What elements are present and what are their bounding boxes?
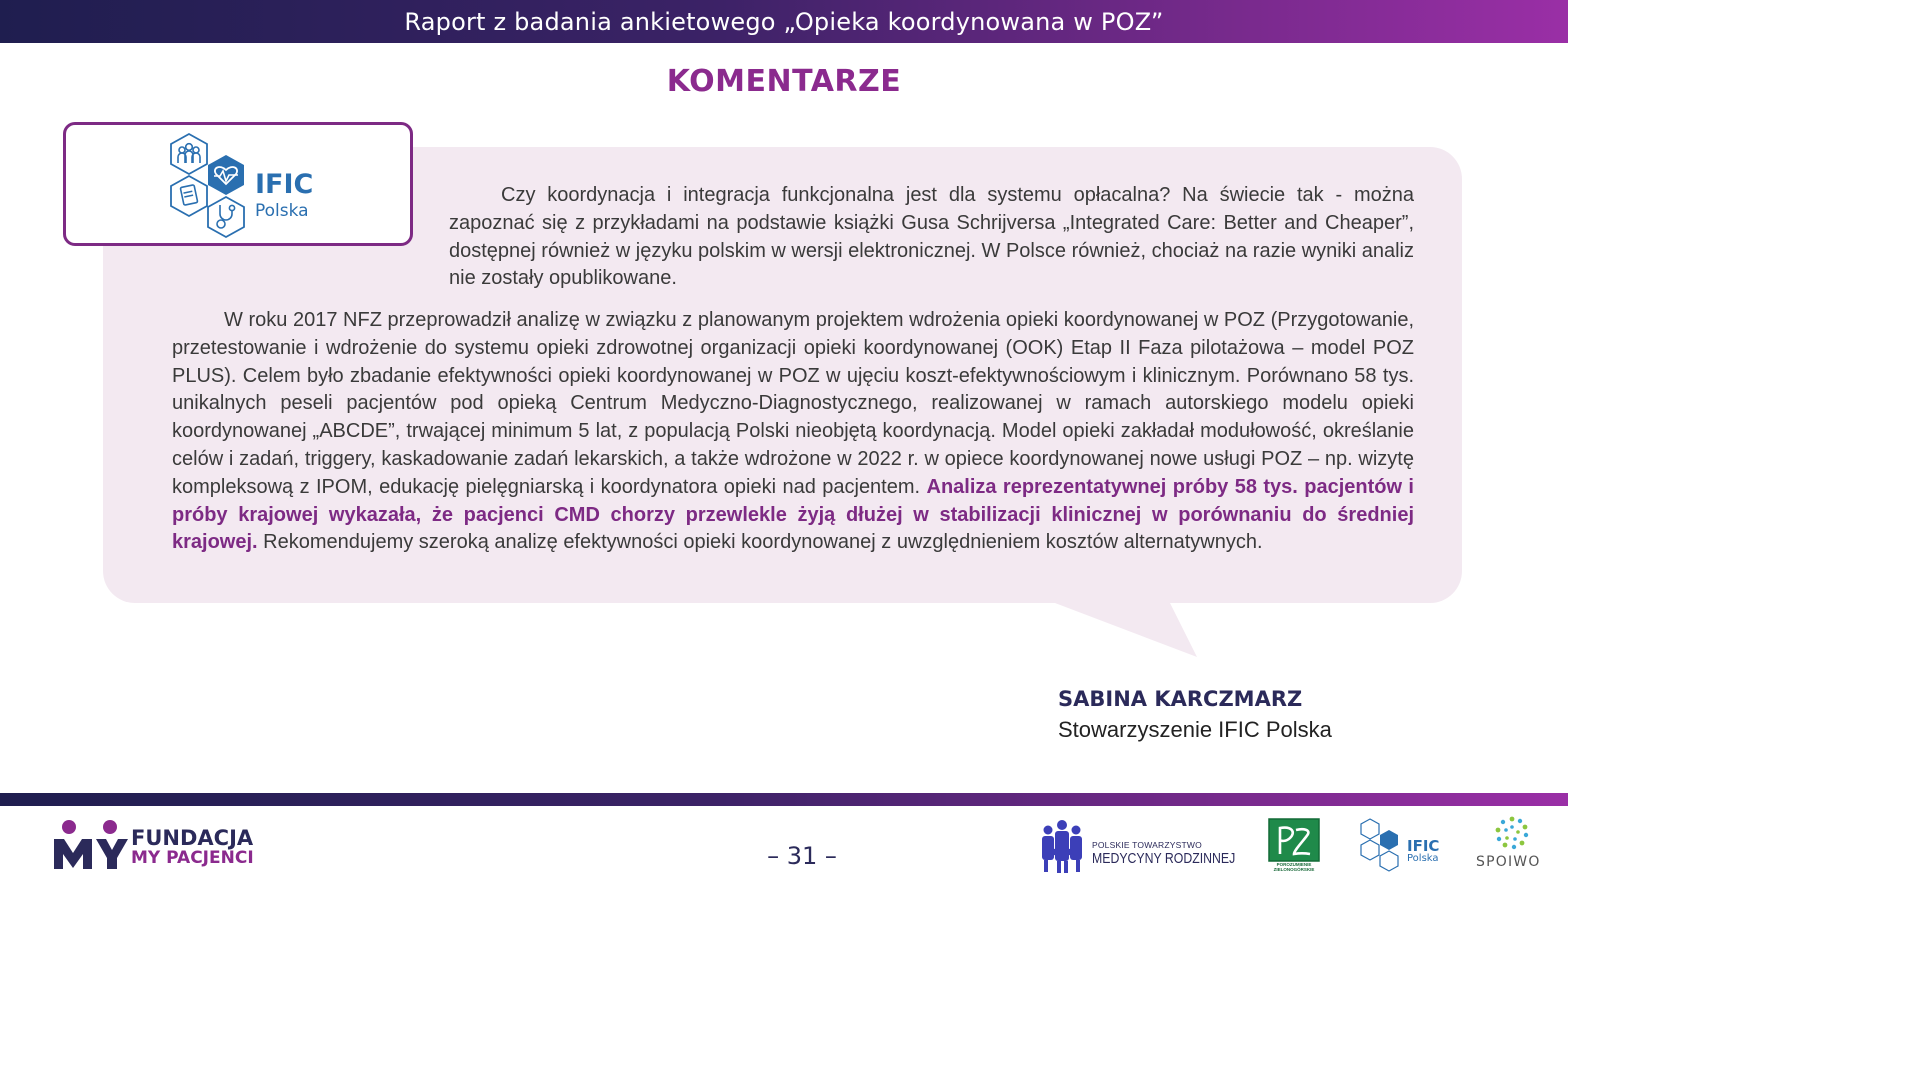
bubble-tail [1055, 600, 1205, 660]
footer-bar [0, 793, 1568, 806]
fundacja-label: FUNDACJA [131, 826, 254, 850]
comment-paragraph-1: Czy koordynacja i integracja funkcjonalna jest dla systemu opłacalna? Na świecie tak - można zapoznać się z przykładami na podstawie książki Gusa Schrijversa „Integrated Care: Better and Cheaper”, dostępnej również w języku polskim w wersji elektronicznej. W Polsce również, chociaż na razie wyniki analiz nie zostały opublikowane. [449, 184, 1414, 290]
author-name: SABINA KARCZMARZ [1058, 687, 1303, 711]
author-organization: Stowarzyszenie IFIC Polska [1058, 717, 1332, 742]
page-number: – 31 – [767, 842, 837, 870]
section-title: KOMENTARZE [666, 64, 902, 99]
comment-paragraph-2-text: W roku 2017 NFZ przeprowadził analizę w związku z planowanym projektem wdrożenia opieki koordynowanej w POZ (Przygotowanie, przetestowanie i wdrożenie do systemu opieki zdrowotnej organizacji opieki koordynowanej (OOK) Etap II Faza pilotażowa – model POZ PLUS). Celem było zbadanie efektywności opieki koordynowanej w POZ w ujęciu koszt-efektywnościowym i klinicznym. Porównano 58 tys. unikalnych peseli pacjentów pod opieką Centrum Medyczno-Diagnostycznego, realizowanej w ramach autorskiego modelu opieki koordynowanej „ABCDE”, trwającej minimum 5 lat, z populacją Polski nieobjętą koordynacją. Model opieki zakładał modułowość, określanie celów i zadań, triggery, kaskadowanie zadań lekarskich, a także wdrożone w 2022 r. w opiece koordynowanej nowe usługi POZ – np. wizytę kompleksową z IPOM, edukację pielęgniarską i koordynatora opieki nad pacjentem. [172, 309, 1414, 498]
ific-logo-subname: Polska [255, 201, 309, 221]
report-title: Raport z badania ankietowego „Opieka koordynowana w POZ” [404, 7, 1164, 36]
ific-logo-name: IFIC [255, 169, 314, 200]
ptmr-label: MEDYCYNY RODZINNEJ [1092, 850, 1236, 867]
ific-logo-box [63, 122, 413, 246]
stethoscope-icon [208, 197, 244, 237]
comment-paragraph-2 [172, 307, 1414, 557]
ptmr-label-small: POLSKIE TOWARZYSTWO [1092, 840, 1202, 850]
ptmr-family-icon [1038, 818, 1086, 874]
heart-pulse-icon [208, 155, 244, 195]
ific-small-subname: Polska [1407, 853, 1439, 864]
comment-paragraph-2-ending: Rekomendujemy szeroką analizę efektywności opieki koordynowanej z uwzględnieniem kosztów alternatywnych. [257, 531, 1263, 554]
porozumienie-label: POROZUMIENIE ZIELONOGÓRSKIE [1273, 862, 1315, 872]
spoiwo-dots-icon [1494, 815, 1530, 851]
people-icon [171, 134, 207, 174]
my-pacjenci-label: MY PACJENCI [131, 848, 254, 868]
ific-hexagons-icon [164, 131, 254, 243]
ific-small-name: IFIC [1407, 837, 1440, 855]
header-bar [0, 0, 1568, 43]
comment-highlight: Analiza reprezentatywnej próby 58 tys. pacjentów i próby krajowej wykazała, że pacjenci CMD chorzy przewlekle żyją dłużej w stabilizacji klinicznej w porównaniu do średniej krajowej. [172, 475, 1414, 554]
spoiwo-label: SPOIWO [1476, 854, 1541, 870]
